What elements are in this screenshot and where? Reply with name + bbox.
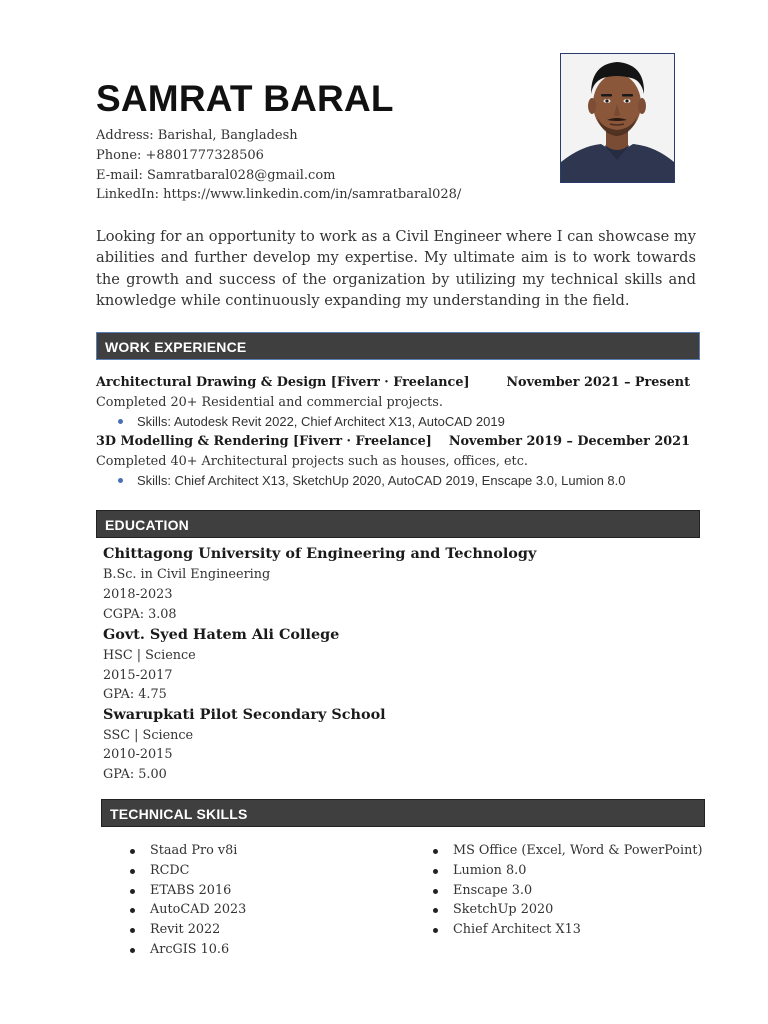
- skill-item: RCDC: [130, 861, 246, 881]
- job-skills-2: [118, 473, 626, 488]
- edu-grade-2: GPA: 4.75: [103, 687, 167, 702]
- edu-degree-1: B.Sc. in Civil Engineering: [103, 567, 271, 582]
- bullet-icon: [118, 419, 123, 424]
- skills-list-right: [433, 841, 702, 940]
- edu-grade-3: GPA: 5.00: [103, 767, 167, 782]
- edu-degree-3: SSC | Science: [103, 728, 194, 743]
- contact-block: [96, 126, 461, 205]
- objective-paragraph: Looking for an opportunity to work as a Civil Engineer where I can showcase my abilities and further develop my expertise. My ultimate aim is to work towards the growth and success of the organization by utilizing my technical skills and knowledge while continuously expanding my understanding in the field.: [96, 228, 696, 310]
- skill-item: Revit 2022: [130, 920, 246, 940]
- edu-grade-1: CGPA: 3.08: [103, 607, 177, 622]
- edu-years-2: 2015-2017: [103, 668, 173, 683]
- section-header-education: EDUCATION: [96, 510, 700, 538]
- skill-item: AutoCAD 2023: [130, 900, 246, 920]
- job-skills-1: [118, 414, 505, 429]
- skill-item: Chief Architect X13: [433, 920, 702, 940]
- profile-photo: [560, 53, 675, 183]
- bullet-icon: [118, 478, 123, 483]
- job-skills-1-text: Skills: Autodesk Revit 2022, Chief Architect X13, AutoCAD 2019: [137, 414, 505, 429]
- skill-item: ETABS 2016: [130, 881, 246, 901]
- edu-years-1: 2018-2023: [103, 587, 173, 602]
- portrait-illustration: [561, 54, 674, 182]
- job-dates-2: November 2019 – December 2021: [448, 434, 690, 449]
- skill-item: Lumion 8.0: [433, 861, 702, 881]
- contact-linkedin[interactable]: LinkedIn: https://www.linkedin.com/in/samratbaral028/: [96, 187, 462, 203]
- edu-school-1: Chittagong University of Engineering and Technology: [103, 545, 537, 562]
- contact-address: Address: Barishal, Bangladesh: [96, 128, 298, 143]
- job-title-1: Architectural Drawing & Design [Fiverr · Freelance]: [96, 375, 470, 390]
- section-header-work-experience: WORK EXPERIENCE: [96, 332, 700, 360]
- edu-degree-2: HSC | Science: [103, 648, 196, 663]
- edu-school-2: Govt. Syed Hatem Ali College: [103, 626, 340, 643]
- skill-item: Staad Pro v8i: [130, 841, 246, 861]
- job-skills-2-text: Skills: Chief Architect X13, SketchUp 2020, AutoCAD 2019, Enscape 3.0, Lumion 8.0: [137, 473, 626, 488]
- section-header-technical-skills: TECHNICAL SKILLS: [101, 799, 705, 827]
- job-description-1: Completed 20+ Residential and commercial projects.: [96, 395, 443, 410]
- contact-email[interactable]: E-mail: Samratbaral028@gmail.com: [96, 167, 336, 183]
- contact-phone: Phone: +8801777328506: [96, 147, 264, 163]
- job-description-2: Completed 40+ Architectural projects such as houses, offices, etc.: [96, 454, 528, 469]
- skill-item: Enscape 3.0: [433, 881, 702, 901]
- skills-list-left: [130, 841, 246, 960]
- candidate-name: SAMRAT BARAL: [96, 78, 394, 119]
- edu-years-3: 2010-2015: [103, 747, 173, 762]
- job-dates-1: November 2021 – Present: [506, 375, 690, 390]
- skill-item: SketchUp 2020: [433, 900, 702, 920]
- job-title-2: 3D Modelling & Rendering [Fiverr · Freelance]: [96, 434, 432, 449]
- skill-item: ArcGIS 10.6: [130, 940, 246, 960]
- edu-school-3: Swarupkati Pilot Secondary School: [103, 706, 386, 723]
- skill-item: MS Office (Excel, Word & PowerPoint): [433, 841, 702, 861]
